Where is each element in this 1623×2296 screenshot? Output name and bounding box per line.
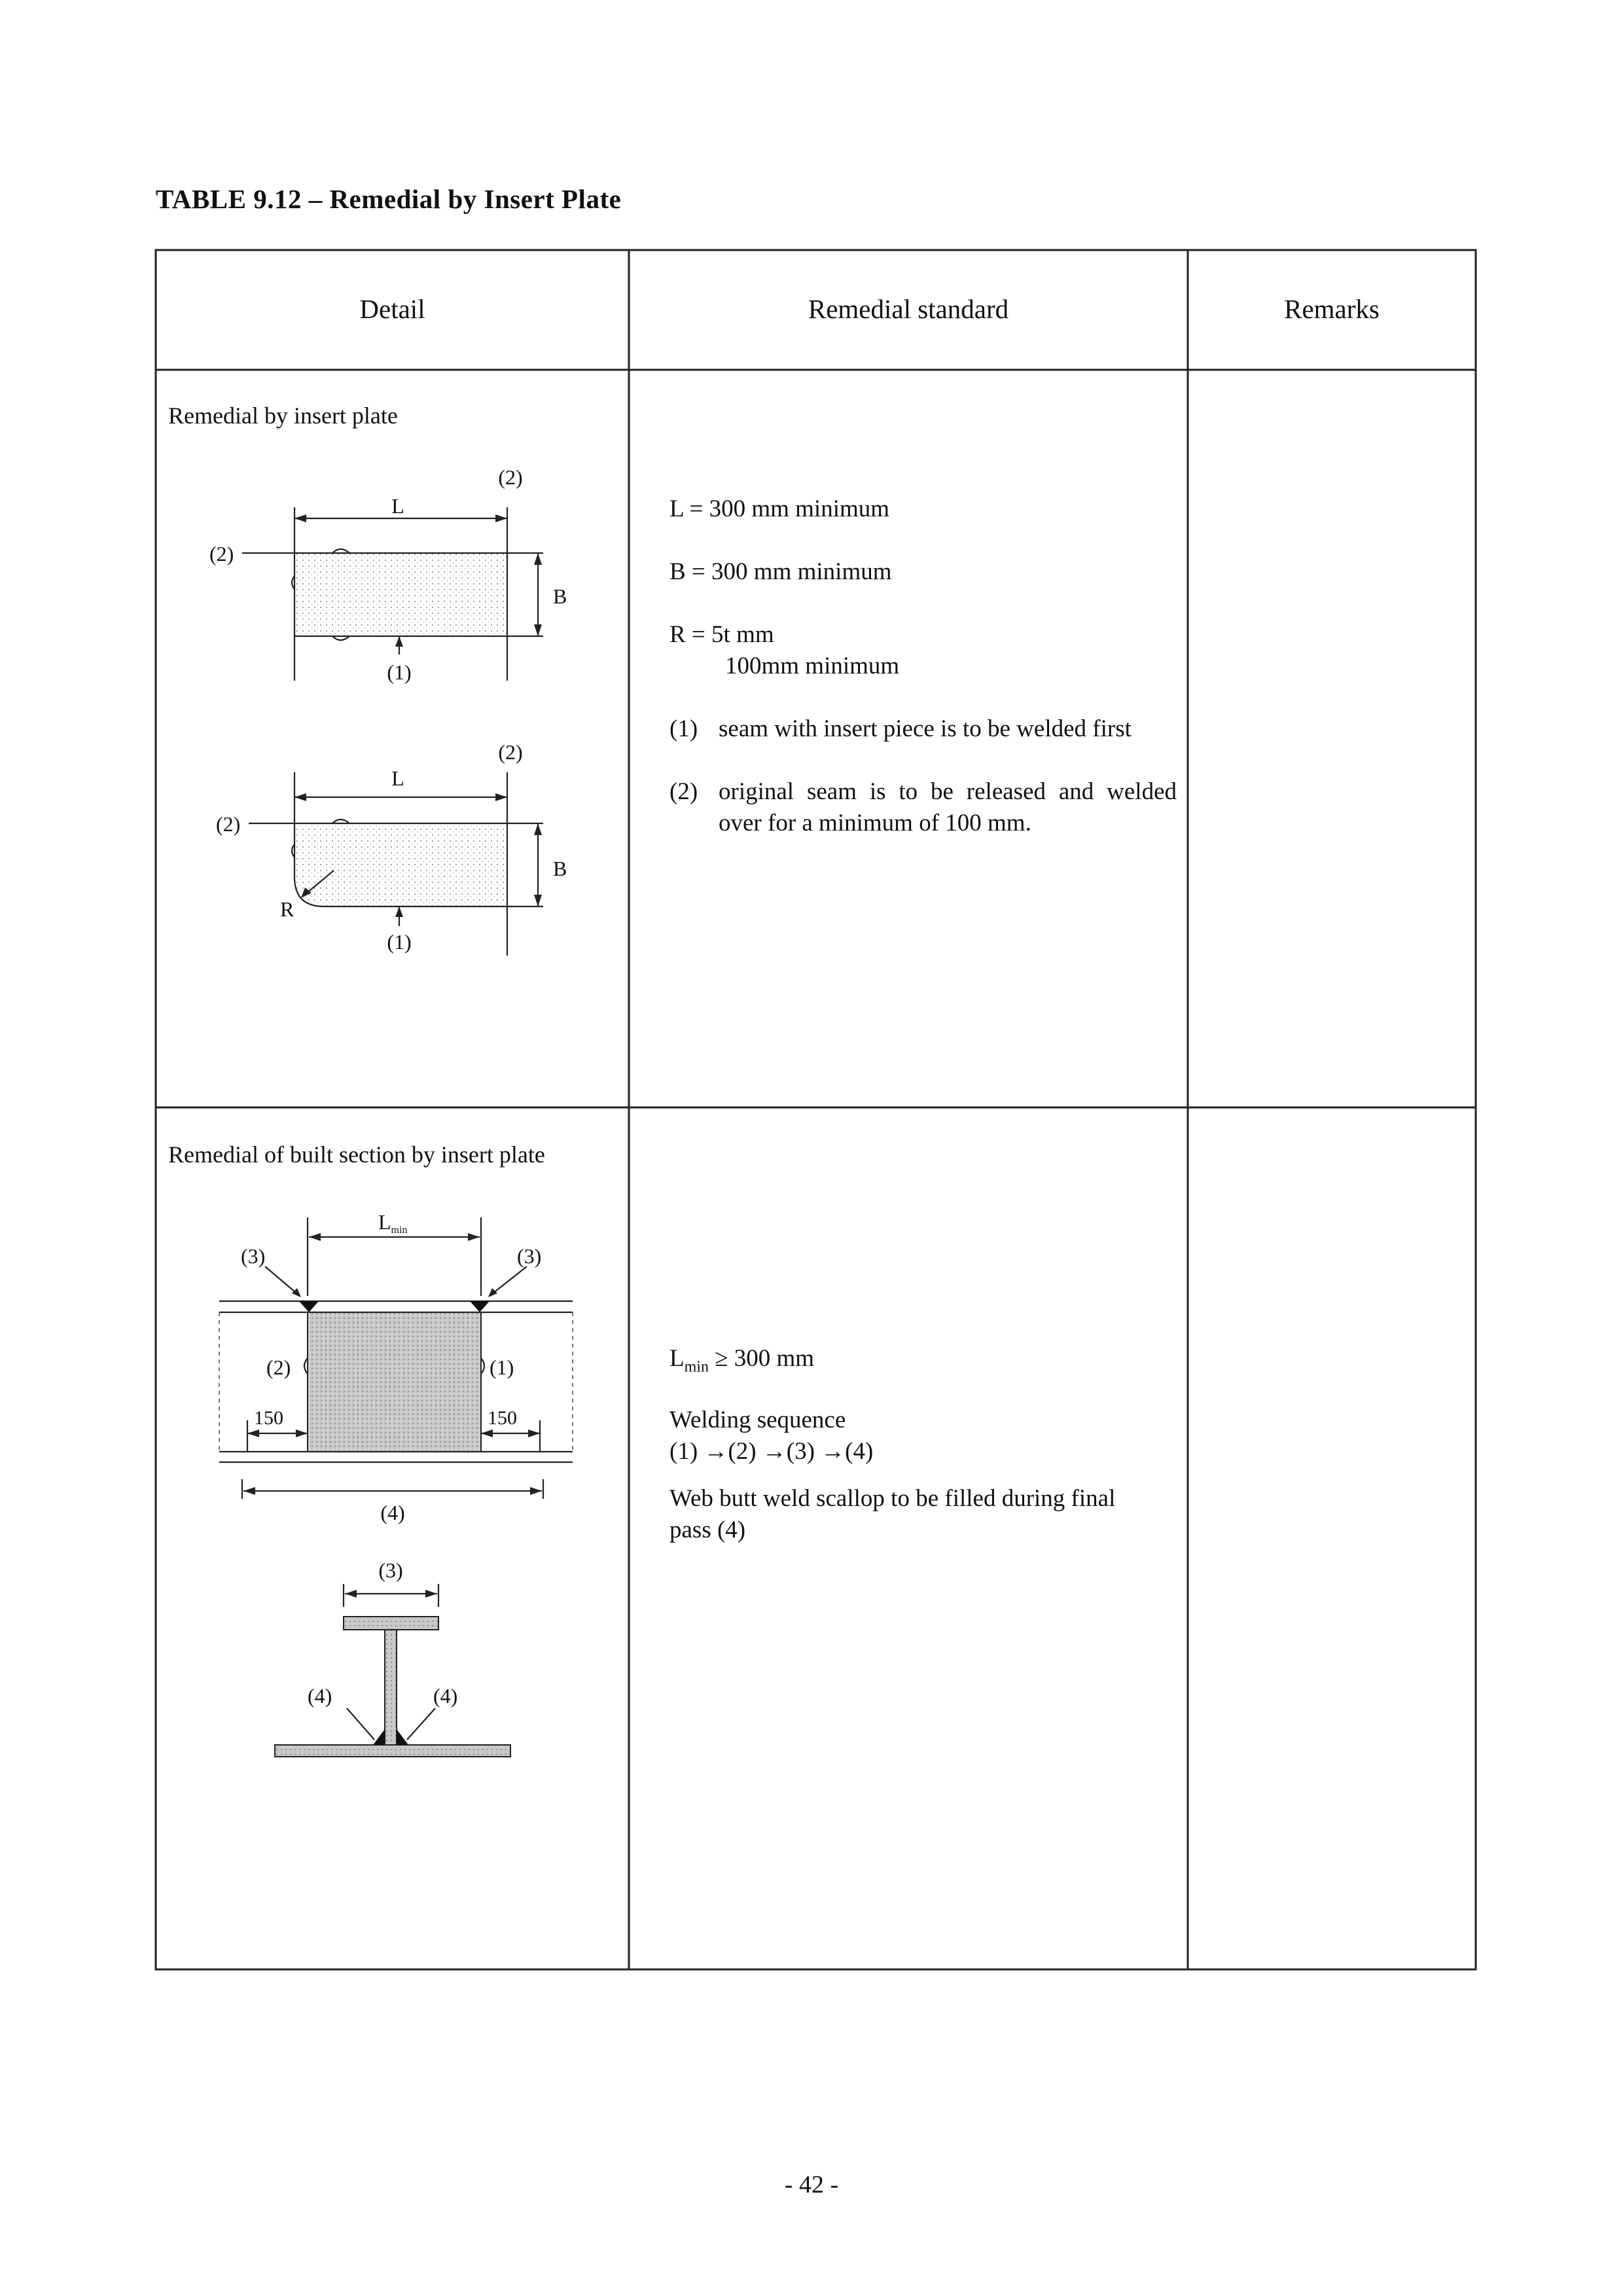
page-title: TABLE 9.12 – Remedial by Insert Plate [156,184,622,214]
label-three-left: (3) [241,1244,266,1268]
std-scallop: Web butt weld scallop to be filled during final pass (4) [669,1485,1116,1544]
label-one: (1) [490,1355,514,1379]
std-R: R = 5t mm [669,621,774,648]
label-two: (2) [266,1355,291,1379]
label-L: L [391,766,404,790]
label-four-right: (4) [433,1684,458,1708]
label-two-left: (2) [209,542,234,565]
built-section-cross-section-diagram [262,1551,537,1800]
item-text: seam with insert piece is to be welded first [719,715,1132,742]
std-item-2 [669,776,1177,839]
row2-detail-title: Remedial of built section by insert plate [168,1141,545,1168]
insert-plate-diagram-rect [190,458,596,707]
header-remarks: Remarks [1284,294,1380,324]
label-two-left: (2) [216,812,241,836]
label-150-left: 150 [254,1407,283,1429]
item-number: (1) [669,715,698,742]
label-three: (3) [378,1558,403,1582]
header-detail: Detail [359,294,425,324]
row2-remedial-standard [669,1343,1177,1546]
label-four-left: (4) [308,1684,332,1708]
std-item-1 [669,713,1177,745]
label-B: B [553,584,567,608]
row1-remedial-standard [669,493,1177,839]
std-R-min: 100mm minimum [725,653,900,679]
label-150-right: 150 [488,1407,517,1429]
std-B: B = 300 mm minimum [669,558,892,585]
label-L: L [391,494,404,518]
label-one: (1) [387,660,412,684]
std-seq: (1) →(2) →(3) →(4) [669,1438,874,1465]
label-four: (4) [380,1501,405,1524]
row1-detail-title: Remedial by insert plate [168,403,398,429]
built-section-elevation-diagram [196,1198,589,1538]
label-two-top: (2) [498,465,523,489]
std-seq-title: Welding sequence [669,1407,846,1434]
label-three-right: (3) [517,1244,542,1268]
label-one: (1) [387,930,412,954]
label-B: B [553,857,567,880]
page-number: - 42 - [784,2171,839,2198]
label-R: R [280,897,294,921]
header-remedial-standard: Remedial standard [808,294,1009,324]
std-Lmin: $L_{min} \ge 300$ mm [669,1345,815,1376]
std-L: L = 300 mm minimum [669,495,890,522]
label-Lmin: Lmin [378,1210,408,1236]
label-two-top: (2) [498,740,523,764]
item-number: (2) [669,778,698,805]
item-text: original seam is to be released and welded over for a minimum of 100 mm. [719,778,1177,836]
insert-plate-diagram-radius [190,733,596,969]
